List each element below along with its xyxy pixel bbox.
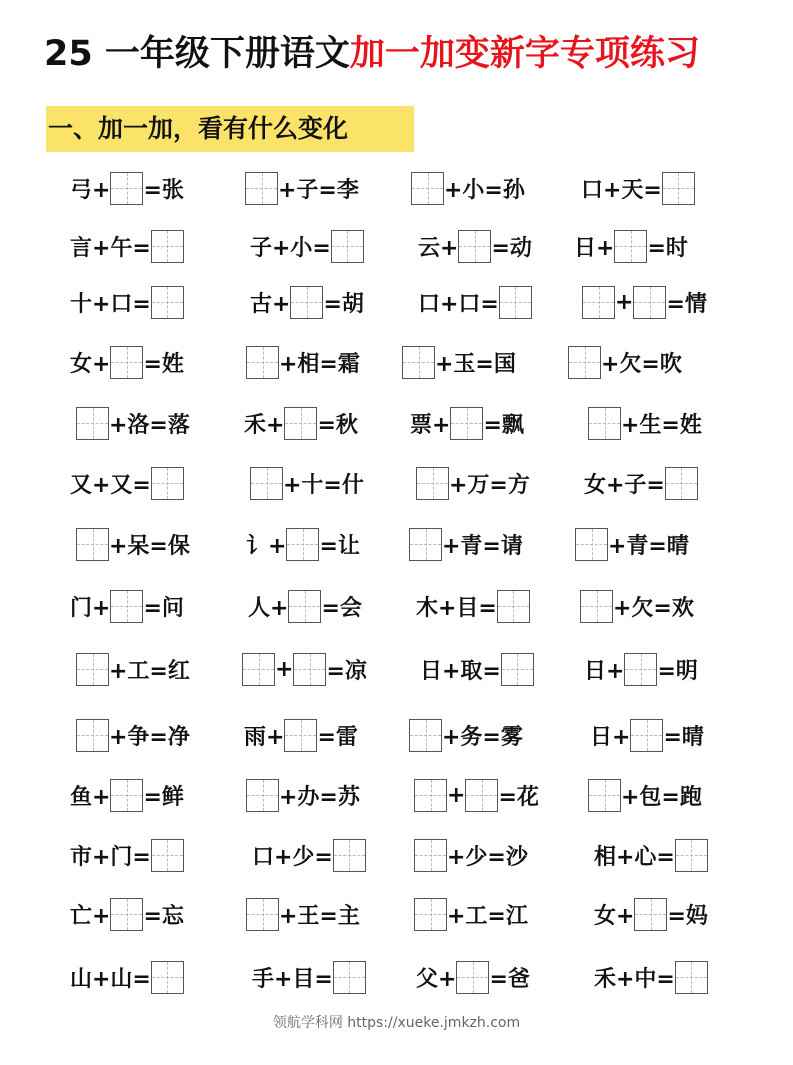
answer-box[interactable] <box>582 286 615 319</box>
answer-box[interactable] <box>246 346 279 379</box>
exercise-item <box>588 404 702 442</box>
exercise-item <box>250 283 364 321</box>
equation-text: +欠=欢 <box>613 595 694 621</box>
answer-box[interactable] <box>402 346 435 379</box>
answer-box[interactable] <box>675 839 708 872</box>
exercise-item <box>76 716 190 754</box>
answer-box[interactable] <box>580 590 613 623</box>
equation-text: =飘 <box>483 412 524 438</box>
exercise-item <box>414 895 528 933</box>
exercise-item <box>76 650 190 688</box>
equation-text: 父+ <box>416 966 457 992</box>
answer-box[interactable] <box>458 230 491 263</box>
equation-text: 木+目= <box>416 595 497 621</box>
equation-text: 口+少= <box>252 844 333 870</box>
exercise-item <box>582 283 707 321</box>
equation-text: =时 <box>647 235 688 261</box>
answer-box[interactable] <box>501 653 534 686</box>
exercise-item <box>76 525 190 563</box>
exercise-item <box>70 958 184 996</box>
exercise-item <box>248 587 362 625</box>
equation-text: +争=净 <box>109 724 190 750</box>
exercise-item <box>246 895 360 933</box>
equation-text: 禾+中= <box>594 966 675 992</box>
equation-text: =花 <box>498 784 539 810</box>
answer-box[interactable] <box>151 286 184 319</box>
exercise-item <box>252 958 366 996</box>
exercise-item <box>70 776 184 814</box>
answer-box[interactable] <box>662 172 695 205</box>
answer-box[interactable] <box>497 590 530 623</box>
equation-text: +洛=落 <box>109 412 190 438</box>
equation-text: +欠=吹 <box>601 351 682 377</box>
equation-text: 手+目= <box>252 966 333 992</box>
equation-text: 人+ <box>248 595 289 621</box>
answer-box[interactable] <box>614 230 647 263</box>
answer-box[interactable] <box>568 346 601 379</box>
equation-text: + <box>615 289 634 315</box>
equation-text: +务=雾 <box>442 724 523 750</box>
answer-box[interactable] <box>416 467 449 500</box>
exercise-item <box>580 587 694 625</box>
exercise-item <box>250 227 364 265</box>
exercise-item <box>410 404 524 442</box>
answer-box[interactable] <box>246 779 279 812</box>
answer-box[interactable] <box>624 653 657 686</box>
equation-text: 禾+ <box>244 412 285 438</box>
exercise-item <box>242 650 367 688</box>
exercise-item <box>594 836 708 874</box>
answer-box[interactable] <box>110 346 143 379</box>
exercise-item <box>420 650 534 688</box>
exercise-item <box>581 169 695 207</box>
exercise-item <box>252 836 366 874</box>
answer-box[interactable] <box>633 286 666 319</box>
answer-box[interactable] <box>284 719 317 752</box>
exercise-item <box>418 283 532 321</box>
exercise-item <box>70 895 184 933</box>
equation-text: + <box>275 656 294 682</box>
exercise-item <box>70 169 184 207</box>
equation-text: =忘 <box>143 903 184 929</box>
equation-text: +工=红 <box>109 658 190 684</box>
equation-text: 门+ <box>70 595 111 621</box>
equation-text: =妈 <box>667 903 708 929</box>
equation-text: +十=什 <box>283 472 364 498</box>
equation-text: 子+小= <box>250 235 331 261</box>
equation-text: +包=跑 <box>621 784 702 810</box>
exercise-item <box>588 776 702 814</box>
equation-text: +青=晴 <box>608 533 689 559</box>
exercise-item <box>76 404 190 442</box>
exercise-item <box>590 716 704 754</box>
equation-text: 又+又= <box>70 472 151 498</box>
exercise-item <box>416 464 530 502</box>
exercise-item <box>250 464 364 502</box>
equation-text: =动 <box>491 235 532 261</box>
exercise-item <box>414 776 539 814</box>
exercise-item <box>568 343 682 381</box>
equation-text: 古+ <box>250 291 291 317</box>
equation-text: 口+天= <box>581 177 662 203</box>
answer-box[interactable] <box>76 528 109 561</box>
exercise-item <box>402 343 516 381</box>
equation-text: =姓 <box>143 351 184 377</box>
answer-box[interactable] <box>250 467 283 500</box>
answer-box[interactable] <box>456 961 489 994</box>
equation-text: +王=主 <box>279 903 360 929</box>
equation-text: 十+口= <box>70 291 151 317</box>
equation-text: 言+午= <box>70 235 151 261</box>
answer-box[interactable] <box>414 779 447 812</box>
exercise-item <box>70 283 184 321</box>
equation-text: =会 <box>321 595 362 621</box>
equation-text: 口+口= <box>418 291 499 317</box>
equation-text: +生=姓 <box>621 412 702 438</box>
answer-box[interactable] <box>290 286 323 319</box>
equation-text: +少=沙 <box>447 844 528 870</box>
answer-box[interactable] <box>634 898 667 931</box>
answer-box[interactable] <box>414 839 447 872</box>
equation-text: +万=方 <box>449 472 530 498</box>
equation-text: +相=霜 <box>279 351 360 377</box>
equation-text: =凉 <box>326 658 367 684</box>
answer-box[interactable] <box>630 719 663 752</box>
equation-text: +呆=保 <box>109 533 190 559</box>
equation-text: =让 <box>319 533 360 559</box>
answer-box[interactable] <box>288 590 321 623</box>
exercise-item <box>244 404 358 442</box>
equation-text: 山+山= <box>70 966 151 992</box>
answer-box[interactable] <box>76 719 109 752</box>
equation-text: + <box>447 782 466 808</box>
answer-box[interactable] <box>409 528 442 561</box>
answer-box[interactable] <box>665 467 698 500</box>
equation-text: 市+门= <box>70 844 151 870</box>
answer-box[interactable] <box>246 898 279 931</box>
equation-text: 票+ <box>410 412 451 438</box>
answer-box[interactable] <box>333 961 366 994</box>
answer-box[interactable] <box>409 719 442 752</box>
equation-text: 雨+ <box>244 724 285 750</box>
equation-text: 日+ <box>584 658 625 684</box>
exercise-item <box>418 227 532 265</box>
answer-box[interactable] <box>110 898 143 931</box>
title-prefix: 25 一年级下册语文 <box>44 34 350 74</box>
exercise-item <box>574 227 688 265</box>
answer-box[interactable] <box>414 898 447 931</box>
exercise-item <box>246 343 360 381</box>
exercise-item <box>409 525 523 563</box>
exercise-item <box>584 650 698 688</box>
exercise-item <box>70 343 184 381</box>
equation-text: +子=李 <box>278 177 359 203</box>
equation-text: =胡 <box>323 291 364 317</box>
answer-box[interactable] <box>151 839 184 872</box>
answer-box[interactable] <box>588 407 621 440</box>
equation-text: =问 <box>143 595 184 621</box>
title-highlight: 加一加变新字专项练习 <box>349 34 700 74</box>
equation-text: +青=请 <box>442 533 523 559</box>
answer-box[interactable] <box>76 407 109 440</box>
answer-box[interactable] <box>242 653 275 686</box>
answer-box[interactable] <box>333 839 366 872</box>
equation-text: =鲜 <box>143 784 184 810</box>
equation-text: 亡+ <box>70 903 111 929</box>
exercise-item <box>70 464 184 502</box>
equation-text: =爸 <box>489 966 530 992</box>
answer-box[interactable] <box>293 653 326 686</box>
equation-text: +玉=国 <box>435 351 516 377</box>
equation-text: =张 <box>143 177 184 203</box>
exercise-item <box>70 836 184 874</box>
exercise-item <box>409 716 523 754</box>
equation-text: 女+子= <box>584 472 665 498</box>
answer-box[interactable] <box>450 407 483 440</box>
answer-box[interactable] <box>411 172 444 205</box>
equation-text: 相+心= <box>594 844 675 870</box>
exercise-item <box>584 464 698 502</box>
exercise-item <box>70 587 184 625</box>
answer-box[interactable] <box>588 779 621 812</box>
exercise-item <box>246 525 360 563</box>
equation-text: =明 <box>657 658 698 684</box>
answer-box[interactable] <box>499 286 532 319</box>
exercise-item <box>416 958 530 996</box>
answer-box[interactable] <box>76 653 109 686</box>
answer-box[interactable] <box>110 172 143 205</box>
footer-watermark: 领航学科网 https://xueke.jmkzh.com <box>272 1015 521 1031</box>
equation-text: 日+取= <box>420 658 501 684</box>
equation-text: 日+ <box>574 235 615 261</box>
equation-text: 讠+ <box>246 533 287 559</box>
answer-box[interactable] <box>110 590 143 623</box>
answer-box[interactable] <box>151 961 184 994</box>
answer-box[interactable] <box>575 528 608 561</box>
equation-text: 女+ <box>70 351 111 377</box>
answer-box[interactable] <box>245 172 278 205</box>
equation-text: =雷 <box>317 724 358 750</box>
equation-text: 日+ <box>590 724 631 750</box>
exercise-item <box>416 587 530 625</box>
exercise-item <box>594 895 708 933</box>
equation-text: =秋 <box>317 412 358 438</box>
equation-text: 女+ <box>594 903 635 929</box>
answer-box[interactable] <box>151 467 184 500</box>
exercise-item <box>594 958 708 996</box>
answer-box[interactable] <box>465 779 498 812</box>
equation-text: =情 <box>666 291 707 317</box>
answer-box[interactable] <box>284 407 317 440</box>
exercise-item <box>575 525 689 563</box>
equation-text: +工=江 <box>447 903 528 929</box>
equation-text: +办=苏 <box>279 784 360 810</box>
answer-box[interactable] <box>331 230 364 263</box>
answer-box[interactable] <box>110 779 143 812</box>
equation-text: =晴 <box>663 724 704 750</box>
exercise-item <box>245 169 359 207</box>
exercise-item <box>411 169 525 207</box>
answer-box[interactable] <box>151 230 184 263</box>
answer-box[interactable] <box>286 528 319 561</box>
exercise-item <box>414 836 528 874</box>
exercise-item <box>70 227 184 265</box>
exercise-item <box>244 716 358 754</box>
exercise-item <box>246 776 360 814</box>
section-heading: 一、加一加，看有什么变化 <box>46 106 414 152</box>
equation-text: 云+ <box>418 235 459 261</box>
equation-text: 鱼+ <box>70 784 111 810</box>
equation-text: +小=孙 <box>444 177 525 203</box>
equation-text: 弓+ <box>70 177 111 203</box>
answer-box[interactable] <box>675 961 708 994</box>
